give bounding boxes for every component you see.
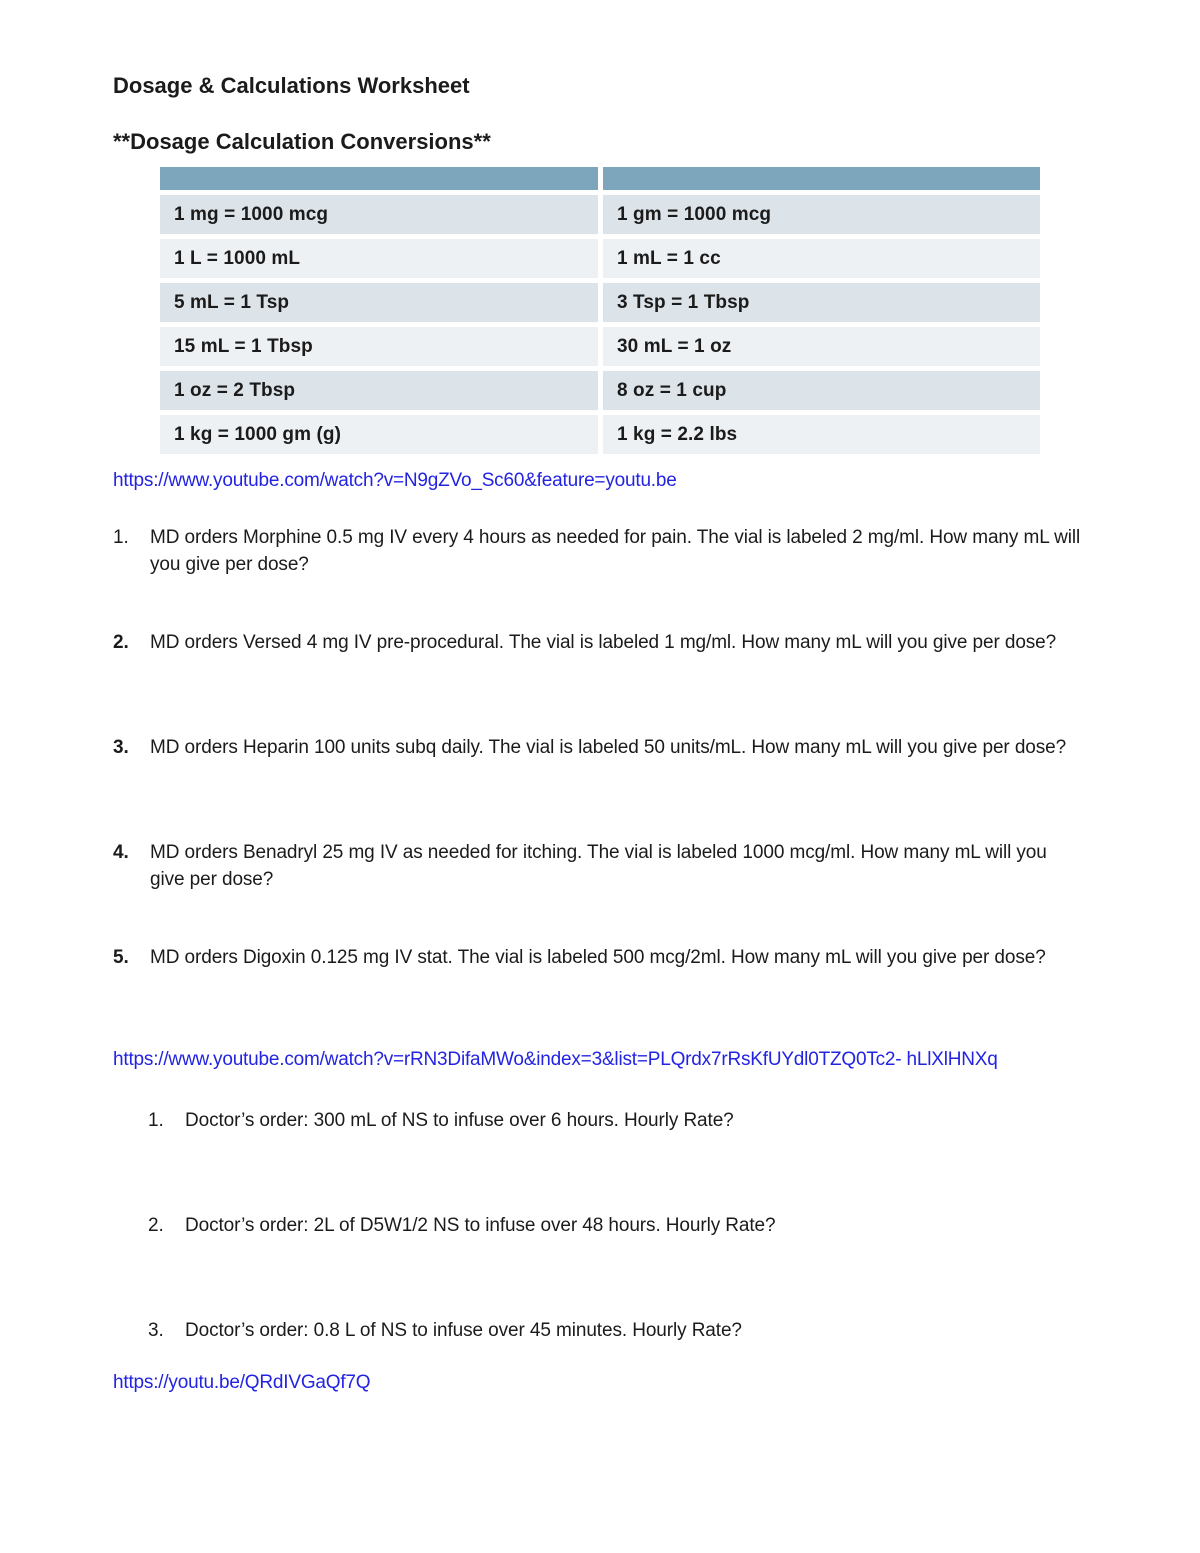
list-item (113, 524, 1088, 629)
question-number: 1. (113, 527, 129, 548)
question-text: MD orders Digoxin 0.125 mg IV stat. The vial is labeled 500 mcg/2ml. How many mL will you give per dose? (150, 947, 1046, 968)
question-text: Doctor’s order: 0.8 L of NS to infuse over 45 minutes. Hourly Rate? (185, 1320, 742, 1341)
question-text: MD orders Morphine 0.5 mg IV every 4 hours as needed for pain. The vial is labeled 2 mg/ml. How many mL will you give per dose? (150, 527, 1081, 575)
video-link-infusion[interactable]: https://www.youtube.com/watch?v=rRN3DifaMWo&index=3&list=PLQrdx7rRsKfUYdl0TZQ0Tc2- hLlXlHNXq (113, 1049, 998, 1070)
list-item (113, 629, 1088, 734)
list-item (113, 734, 1088, 839)
table-header-cell-left (160, 167, 598, 190)
question-text: MD orders Heparin 100 units subq daily. The vial is labeled 50 units/mL. How many mL will you give per dose? (150, 737, 1067, 758)
table-cell: 1 kg = 2.2 lbs (603, 415, 1040, 454)
table-cell: 1 gm = 1000 mcg (603, 195, 1040, 234)
table-cell: 5 mL = 1 Tsp (160, 283, 598, 322)
question-text: MD orders Benadryl 25 mg IV as needed for itching. The vial is labeled 1000 mcg/ml. How many mL will you give per dose? (150, 842, 1047, 890)
question-number: 3. (148, 1320, 164, 1341)
table-cell: 30 mL = 1 oz (603, 327, 1040, 366)
list-item (113, 839, 1088, 944)
table-cell: 3 Tsp = 1 Tbsp (603, 283, 1040, 322)
infusion-question-list (148, 1107, 1088, 1344)
dosage-question-list (113, 524, 1088, 1049)
question-text: Doctor’s order: 300 mL of NS to infuse over 6 hours. Hourly Rate? (185, 1110, 734, 1131)
table-cell: 8 oz = 1 cup (603, 371, 1040, 410)
question-number: 2. (148, 1215, 164, 1236)
section-heading-conversions: **Dosage Calculation Conversions** (113, 129, 491, 154)
video-link-conversions[interactable]: https://www.youtube.com/watch?v=N9gZVo_Sc60&feature=youtu.be (113, 470, 677, 491)
question-number: 5. (113, 947, 129, 968)
page-title: Dosage & Calculations Worksheet (113, 73, 470, 98)
table-header-cell-right (603, 167, 1040, 190)
question-text: MD orders Versed 4 mg IV pre-procedural. The vial is labeled 1 mg/ml. How many mL will you give per dose? (150, 632, 1057, 653)
list-item (148, 1107, 1088, 1134)
question-text: Doctor’s order: 2L of D5W1/2 NS to infuse over 48 hours. Hourly Rate? (185, 1215, 776, 1236)
table-cell: 1 kg = 1000 gm (g) (160, 415, 598, 454)
video-link-youtu-be[interactable]: https://youtu.be/QRdIVGaQf7Q (113, 1372, 371, 1393)
list-item (148, 1317, 1088, 1344)
table-cell: 15 mL = 1 Tbsp (160, 327, 598, 366)
table-cell: 1 L = 1000 mL (160, 239, 598, 278)
table-cell: 1 mg = 1000 mcg (160, 195, 598, 234)
question-number: 2. (113, 632, 129, 653)
table-cell: 1 oz = 2 Tbsp (160, 371, 598, 410)
list-item (148, 1212, 1088, 1239)
question-number: 3. (113, 737, 129, 758)
conversion-table (160, 167, 1040, 454)
question-number: 4. (113, 842, 129, 863)
question-number: 1. (148, 1110, 164, 1131)
table-cell: 1 mL = 1 cc (603, 239, 1040, 278)
list-item (113, 944, 1088, 1049)
